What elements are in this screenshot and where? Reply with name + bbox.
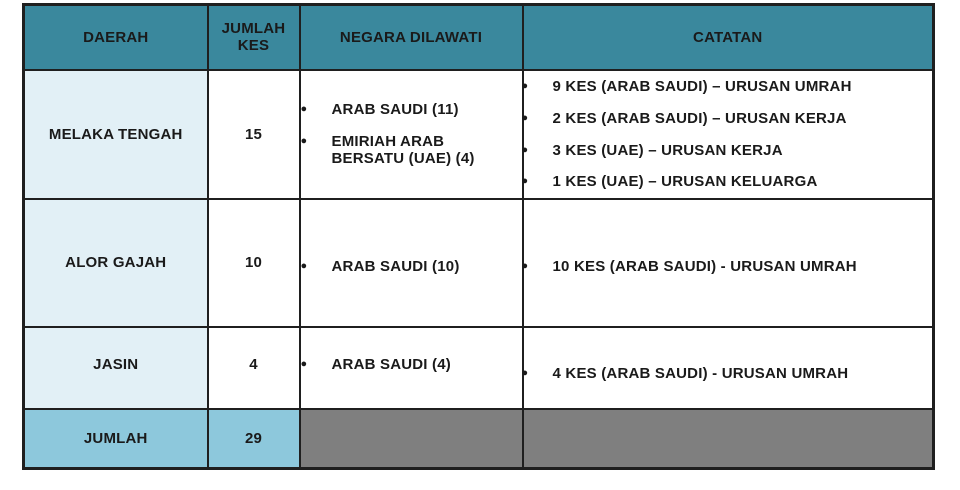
list-item: [522, 365, 933, 382]
note-text: 4 KES (ARAB SAUDI) - URUSAN UMRAH: [552, 365, 849, 382]
header-jumlah-line2: KES: [237, 37, 270, 55]
notes-list: [521, 78, 933, 190]
district-cell: MELAKA TENGAH: [24, 70, 208, 199]
district-cell: JASIN: [24, 327, 208, 409]
countries-list: [300, 101, 522, 167]
countries-cell: [300, 327, 523, 409]
header-negara-dilawati: NEGARA DILAWATI: [300, 5, 523, 70]
total-row: [24, 409, 934, 469]
table-header-row: [24, 5, 934, 70]
bullet-icon: ●: [300, 357, 308, 370]
bullet-icon: ●: [300, 135, 308, 147]
bullet-icon: ●: [521, 80, 529, 92]
cases-table-container: [22, 3, 935, 470]
header-daerah: DAERAH: [24, 5, 208, 70]
country-text: ARAB SAUDI (11): [331, 101, 459, 118]
notes-list: [521, 365, 933, 382]
case-count-cell: 10: [208, 199, 300, 327]
list-item: [522, 142, 933, 159]
list-item: [301, 133, 522, 167]
notes-cell: [523, 70, 934, 199]
header-jumlah-kes: [208, 5, 300, 70]
case-count-cell: 4: [208, 327, 300, 409]
list-item: [301, 101, 522, 118]
bullet-icon: ●: [300, 103, 308, 115]
table-row: [24, 327, 934, 409]
countries-cell: [300, 199, 523, 327]
total-label-cell: JUMLAH: [24, 409, 208, 469]
bullet-icon: ●: [521, 367, 529, 379]
list-item: [301, 356, 522, 373]
list-item: [522, 258, 933, 275]
list-item: [522, 173, 933, 190]
empty-cell: [300, 409, 523, 469]
bullet-icon: ●: [521, 112, 529, 124]
bullet-icon: ●: [521, 175, 529, 187]
notes-cell: [523, 199, 934, 327]
list-item: [301, 258, 522, 275]
notes-list: [521, 258, 933, 275]
country-text: ARAB SAUDI (4): [331, 355, 451, 373]
list-item: [522, 110, 933, 127]
note-text: 1 KES (UAE) – URUSAN KELUARGA: [552, 173, 818, 190]
bullet-icon: ●: [521, 144, 529, 156]
empty-cell: [523, 409, 934, 469]
note-text: 9 KES (ARAB SAUDI) – URUSAN UMRAH: [552, 78, 852, 95]
notes-cell: [523, 327, 934, 409]
countries-list: [300, 355, 522, 373]
case-count-cell: 15: [208, 70, 300, 199]
country-text: ARAB SAUDI (10): [331, 258, 460, 275]
note-text: 2 KES (ARAB SAUDI) – URUSAN KERJA: [552, 110, 847, 127]
district-cell: ALOR GAJAH: [24, 199, 208, 327]
bullet-icon: ●: [300, 260, 308, 272]
countries-list: [300, 258, 522, 275]
table-row: [24, 199, 934, 327]
note-text: 10 KES (ARAB SAUDI) - URUSAN UMRAH: [552, 258, 857, 275]
note-text: 3 KES (UAE) – URUSAN KERJA: [552, 142, 783, 159]
header-catatan: CATATAN: [523, 5, 934, 70]
table-row: [24, 70, 934, 199]
country-text-continued: BERSATU (UAE) (4): [331, 150, 475, 167]
countries-cell: [300, 70, 523, 199]
header-jumlah-line1: JUMLAH: [221, 20, 286, 38]
list-item: [522, 78, 933, 95]
bullet-icon: ●: [521, 260, 529, 272]
total-value-cell: 29: [208, 409, 300, 469]
country-text: EMIRIAH ARAB: [331, 133, 445, 150]
cases-table: [22, 3, 935, 470]
